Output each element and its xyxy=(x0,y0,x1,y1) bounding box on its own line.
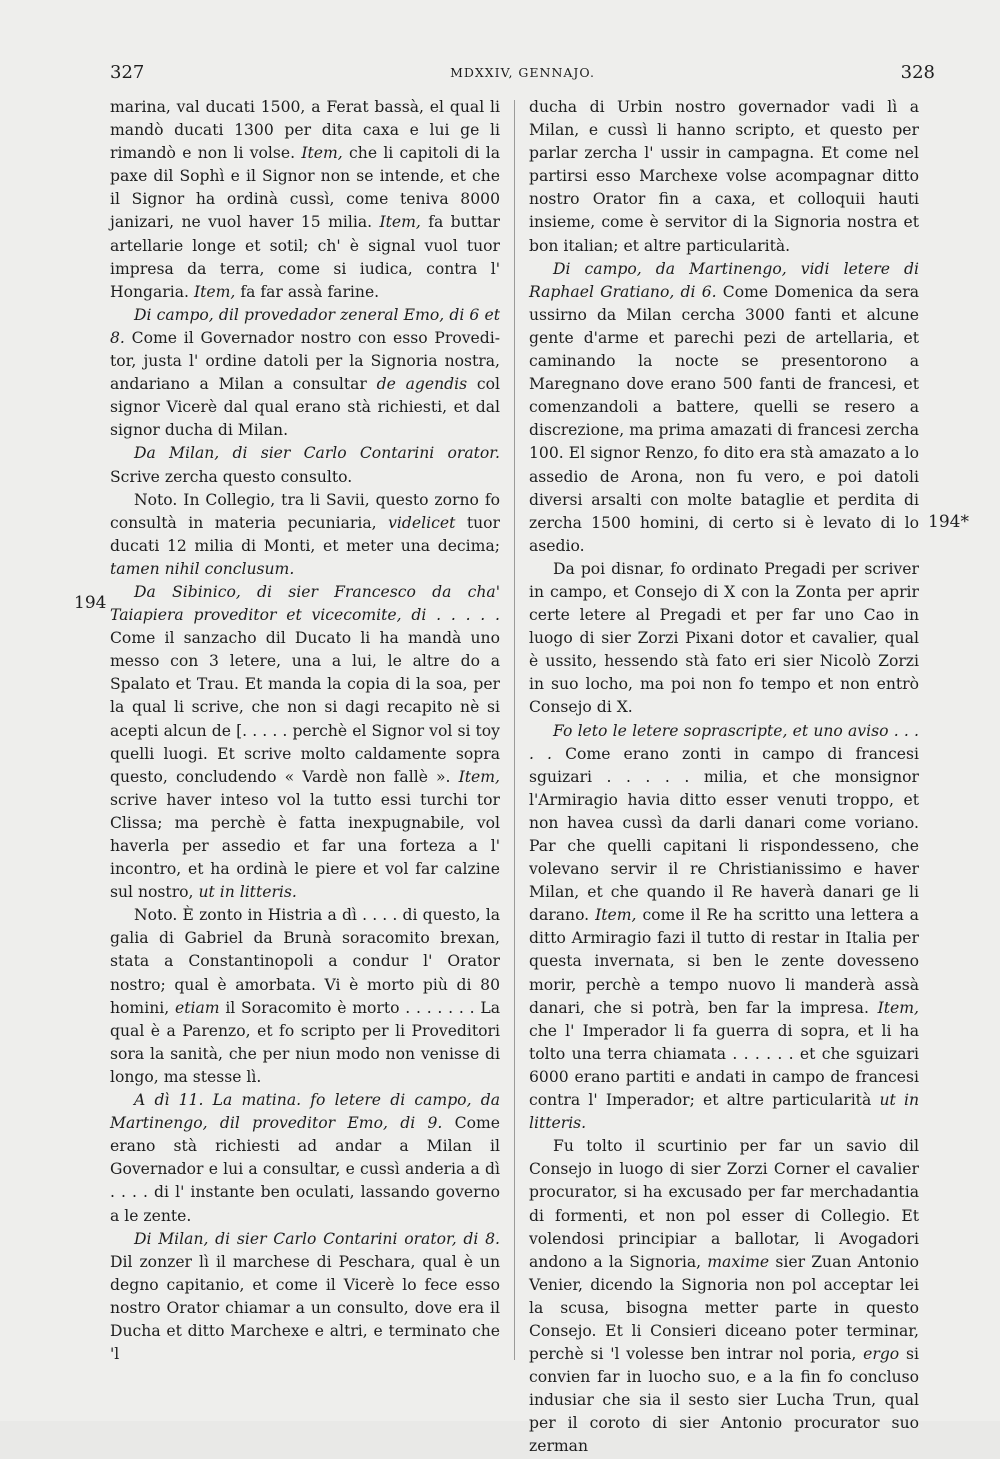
paragraph: Da poi disnar, fo ordinato Pregadi per scriver in campo, et Consejo di X con la Zonta per aprir certe letere al Pregadi et per far uno Cao in luogo di sier Zorzi Pixani dotor et cavalier, qual è ussito, hessendo stà fato eri sier Nicolò Zorzi in suo locho, ma poi non fo tempo et non entrò Consejo di X. xyxy=(529,559,919,717)
paragraph: Di Milan, di sier Carlo Contarini orator, di 8. Dil zonzer lì il marchese di Peschara, qual è un degno capitanio, et come il Vicerè lo fece esso nostro Orator chiamar a un consulto, dove era il Ducha et ditto Marchexe e altri, e terminato che 'l xyxy=(110,1229,500,1364)
page-number-right: 328 xyxy=(900,62,935,83)
page-header xyxy=(110,62,935,88)
paragraph: A dì 11. La matina. fo letere di campo, da Martinengo, dil proveditor Emo, di 9. Come erano stà richiesti ad andar a Milan il Governador e lui a consultar, e cussì anderia a dì . . . . di l' instante ben oculati, lassando governo a le zente. xyxy=(110,1091,500,1225)
running-title: MDXXIV, GENNAJO. xyxy=(450,65,595,80)
right-column xyxy=(529,96,919,1459)
paragraph: Fo leto le letere soprascripte, et uno aviso . . . . . Come erano zonti in campo di francesi sguizari . . . . . milia, et che monsignor l'Armiragio havia ditto esser venuti troppo, et non havea cussì da darli danari come voriano. Par che quelli capitani li rispondesseno, che volevano servir il re Christianissimo e haver Milan, et che quando il Re haverà danari ge li darano. Item, come il Re ha scritto una lettera a ditto Armiragio fazi il tutto di restar in Italia per questa invernata, si ben le zente dovesseno morir, perchè a tempo nuovo li manderà assà danari, che si potrà, ben far la impresa. Item, che l' Imperador li fa guerra di sopra, et li ha tolto una terra chiamata . . . . . . et che sguizari 6000 erano partiti e andati in campo de francesi contra l' Imperador; et altre particularità ut in litteris. xyxy=(529,721,919,1133)
paragraph: ducha di Urbin nostro governador vadi lì a Milan, e cussì li hanno scripto, et questo per parlar zercha l' ussir in campagna. Et come nel partirsi esso Marchexe volse acompagnar ditto nostro Orator fin a caxa, et colloquii hauti insieme, come è servitor di la Signoria nostra et bon italian; et altre particularità. xyxy=(529,98,919,255)
paragraph: Di campo, da Martinengo, vidi letere di Raphael Gratiano, di 6. Come Domenica da sera ussirno da Milan cercha 3000 fanti et alcune gente d'arme et parechi pezi de artellaria, et caminando la nocte se presentorono a Maregnano dove erano 500 fanti de francesi, et comenzandoli a battere, quelli se resero a discrezione, ma prima amazati di francesi zercha 100. El signor Renzo, fo dito era stà amazato a lo assedio de Arona, non fu vero, e poi datoli diversi arsalti con molte bataglie et perdita di zercha 1500 homini, di certo si è levato di lo asedio. xyxy=(529,259,919,555)
paragraph: Da Milan, di sier Carlo Contarini orator. Scrive zercha questo consulto. xyxy=(110,444,500,486)
page-number-left: 327 xyxy=(110,62,145,83)
paragraph: Noto. È zonto in Histria a dì . . . . di questo, la galia di Gabriel da Brunà soracomito brexan, stata a Constantinopoli a condur l' Orator nostro; qual è amorbata. Vi è morto più di 80 homini, etiam il Soracomito è morto . . . . . . . La qual è a Parenzo, et fo scripto per li Proveditori sora la sanità, che per niun modo non venisse di longo, ma stesse lì. xyxy=(110,906,500,1086)
margin-number-left: 194 xyxy=(74,593,107,613)
left-column xyxy=(110,96,500,1366)
paragraph: Di campo, dil provedador zeneral Emo, di 6 et 8. Come il Governador nostro con esso Proveditor, justa l' ordine datoli per la Signoria nostra, andariano a Milan a consultar de agendis col signor Vicerè dal qual erano stà richiesti, et dal signor ducha di Milan. xyxy=(110,305,500,440)
paragraph: marina, val ducati 1500, a Ferat bassà, el qual li mandò ducati 1300 per dita caxa e lui ge li rimandò e non li volse. Item, che li capitoli di la paxe dil Sophì e il Signor non se intende, et che il Signor ha ordinà cussì, come teniva 8000 janizari, ne vuol haver 15 milia. Item, fa buttar artellarie longe et sotil; ch' è signal vuol tuor impresa da terra, come si iudica, contra l' Hongaria. Item, fa far assà farine. xyxy=(110,98,500,301)
column-divider xyxy=(514,100,515,1360)
paragraph: Da Sibinico, di sier Francesco da cha' Taiapiera proveditor et vicecomite, di . . . . . Come il sanzacho dil Ducato li ha mandà uno messo con 3 letere, una a lui, le altre do a Spalato et Trau. Et manda la copia di la soa, per la qual li scrive, che non si dagi recapito nè si acepti alcun de [. . . . . perchè el Signor vol si toy quelli luogi. Et scrive molto caldamente sopra questo, concludendo « Vardè non fallè ». Item, scrive haver inteso vol la tutto essi turchi tor Clissa; ma perchè è fatta inexpugnabile, vol haverla per assedio et far una forteza a l' incontro, et ha ordinà le piere et vol far calzine sul nostro, ut in litteris. xyxy=(110,582,500,902)
margin-number-right: 194* xyxy=(928,512,969,532)
paragraph: Noto. In Collegio, tra li Savii, questo zorno fo consultà in materia pecuniaria, videlicet tuor ducati 12 milia di Monti, et meter una decima; tamen nihil conclusum. xyxy=(110,490,500,578)
paragraph: Fu tolto il scurtinio per far un savio dil Consejo in luogo di sier Zorzi Corner el cavalier procurator, si ha excusado per far merchadantia di formenti, et non pol esser di Collegio. Et volendosi principiar a ballotar, li Avogadori andono a la Signoria, maxime sier Zuan Antonio Venier, dicendo la Signoria non pol acceptar lei la scusa, bisogna metter parte in questo Consejo. Et li Consieri diceano poter terminar, perchè si 'l volesse ben intrar nol poria, ergo si convien far in luocho suo, e a la fin fo concluso indusiar che sia il sesto sier Lucha Trun, qual per il coroto di sier Antonio procurator suo zerman xyxy=(529,1137,919,1456)
